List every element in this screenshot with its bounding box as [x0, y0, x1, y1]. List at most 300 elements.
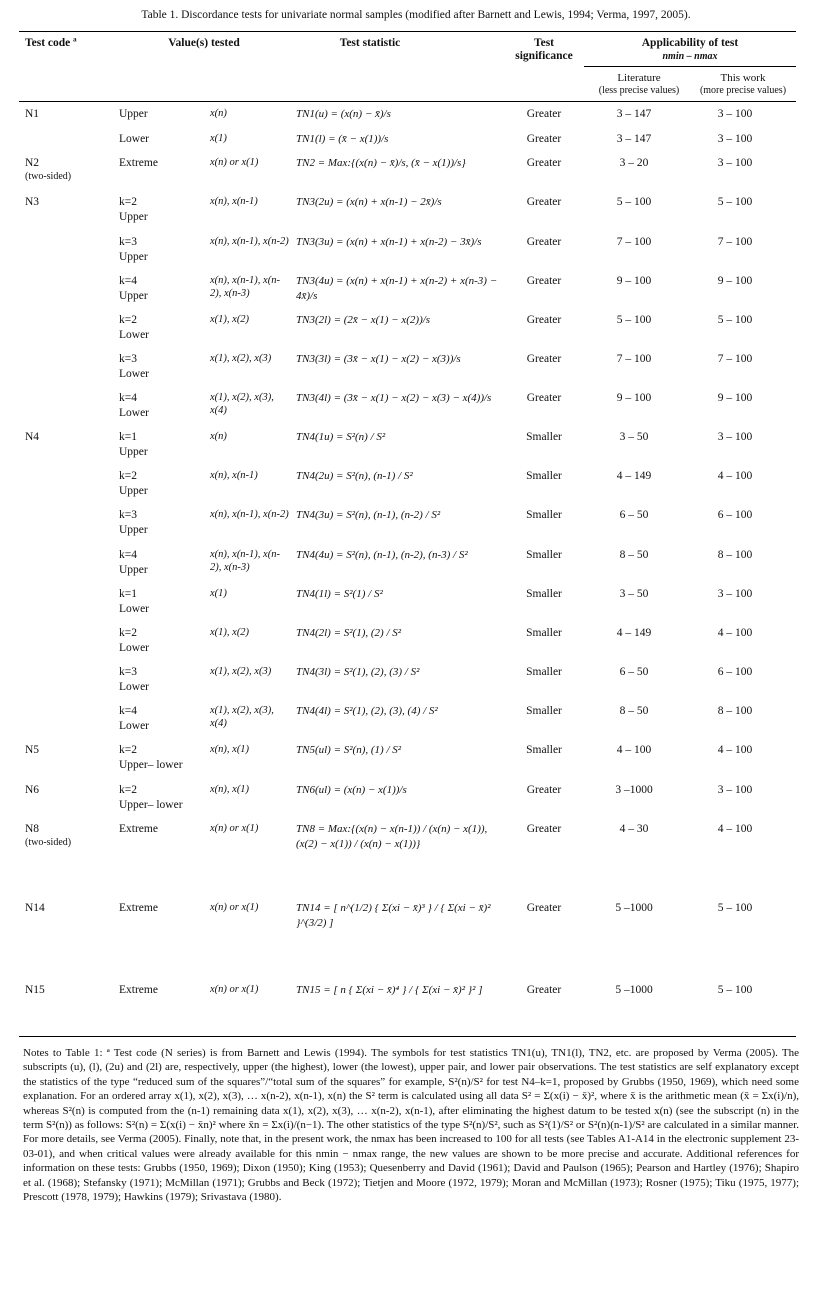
value-tested-side: Upper: [119, 290, 148, 302]
literature-range: [584, 508, 684, 523]
test-significance: [512, 132, 576, 147]
this-work-range: [690, 107, 780, 122]
table-notes: Notes to Table 1: ª Test code (N series) is from Barnett and Lewis (1994). The symbols for test statistics TN1(u), TN1(l), TN2, etc. are proposed by Verma (2005). The subscripts (u), (l), (2u) and (2l) are, respectively, upper (the highest), lower (the lowest), upper pair, and lower pair observations. The test statistics are self explanatory except the statistics of the type “reduced sum of the squares”/“total sum of the squares” for example, S²(n)/S² for test N4–k=1, proposed by Grubbs (1950, 1969), which need some explanation. For an ordered array x(1), x(2), x(3), … x(n-2), x(n-1), x(n) the S² term is calculated using all data S² = Σ(x(i) − x̄)², where x̄ is the arithmetic mean (x̄ = Σx(i)/n), whereas S²(n) is computed from the (n-1) remaining data x(1), x(2), x(3), … x(n-2), x(n-1), after eliminating the highest datum to be tested x(n) (see the subscript (n) in the term S²(n)) as follows: S²(n) = Σ(x(i) − x̄n)² where x̄n = Σx(i)/(n−1). The other statistics of the type S²(n)/S², such as S²(1)/S² or S²(n)(n-1)/S² are calculated in a similar manner. For more details, see Verma (2005). Finally, note that, in the present work, the nmax has been increased to 100 for all tests (see Tables A1-A14 in the electronic supplement 23-03-01), and when critical values were already available for this nmin − nmax range, the new values are shown to be more precise and accurate. Additional references for information on these tests: Grubbs (1950, 1969); Dixon (1950); King (1953); Quesenberry and David (1961); David and Paulson (1965); Pearson and Hartley (1976); Shapiro et al. (1968); Stefansky (1971); McMillan (1971); Grubbs and Beck (1972); Tietjen and Moore (1972, 1979); Moran and McMillan (1973); Rosner (1975); Tiku (1975, 1977); Prescott (1978, 1979); Hawkins (1979); Srivastava (1980).: [23, 1047, 799, 1204]
value-tested-text: Lower: [119, 133, 150, 145]
test-statistic-text: TN2 = Max:{(x(n) − x̄)/s, (x̄ − x(1))/s}: [296, 157, 466, 169]
test-statistic-text: TN3(3u) = (x(n) + x(n-1) + x(n-2) − 3x̄)/s: [296, 236, 482, 248]
test-significance: [512, 665, 576, 680]
test-statistic-text: TN3(2l) = (2x̄ − x(1) − x(2))/s: [296, 314, 431, 326]
literature-range-text: 3 – 147: [616, 133, 652, 145]
test-code-note: (two-sided): [25, 837, 72, 848]
test-significance-text: Smaller: [526, 509, 562, 521]
test-statistic-text: TN14 = [ n^(1/2) { Σ(xi − x̄)³ } / { Σ(xi − x̄)² }^(3/2) ]: [296, 902, 491, 929]
value-symbols: [210, 901, 290, 914]
value-tested-side: Lower: [119, 407, 150, 419]
test-statistic: [296, 156, 511, 171]
test-significance-text: Smaller: [526, 549, 562, 561]
value-symbols: [210, 430, 290, 443]
header-this-work: This work: [720, 72, 766, 84]
test-significance: [512, 626, 576, 641]
literature-range-text: 4 – 100: [616, 744, 652, 756]
this-work-range: [690, 195, 780, 210]
value-tested: [119, 983, 158, 998]
test-statistic: [296, 626, 511, 641]
this-work-range-text: 3 – 100: [717, 157, 753, 169]
test-code-text: N2: [25, 157, 40, 169]
value-symbols: [210, 469, 290, 482]
literature-range-text: 6 – 50: [619, 666, 649, 678]
value-tested-text: k=1: [119, 431, 137, 443]
value-tested: [119, 743, 183, 773]
value-symbols-text: x(n) or x(1): [210, 902, 259, 913]
value-symbols-text: x(1): [210, 133, 227, 144]
value-tested: [119, 156, 158, 171]
literature-range: [584, 548, 684, 563]
test-significance: [512, 352, 576, 367]
test-code: [25, 743, 39, 758]
value-symbols-text: x(1), x(2), x(3): [210, 353, 272, 364]
value-tested: [119, 274, 148, 304]
test-significance-text: Smaller: [526, 744, 562, 756]
literature-range-text: 7 – 100: [616, 236, 652, 248]
this-work-range: [690, 156, 780, 171]
value-symbols-text: x(n) or x(1): [210, 823, 259, 834]
value-tested-text: k=4: [119, 705, 137, 717]
test-statistic-text: TN4(1l) = S²(1) / S²: [296, 588, 383, 600]
this-work-range-text: 7 – 100: [717, 236, 753, 248]
value-symbols: [210, 783, 290, 796]
value-tested: [119, 626, 149, 656]
this-work-range: [690, 743, 780, 758]
test-statistic-text: TN5(ul) = S²(n), (1) / S²: [296, 744, 402, 756]
literature-range: [584, 195, 684, 210]
value-tested-text: k=3: [119, 509, 137, 521]
value-tested-text: Extreme: [119, 823, 158, 835]
value-symbols-text: x(1), x(2): [210, 314, 250, 325]
value-symbols-text: x(1), x(2), x(3), x(4): [210, 392, 274, 416]
value-symbols: [210, 587, 290, 600]
this-work-range-text: 5 – 100: [717, 314, 753, 326]
literature-range: [584, 235, 684, 250]
test-significance-text: Smaller: [526, 588, 562, 600]
literature-range: [584, 783, 684, 798]
value-tested-text: k=4: [119, 275, 137, 287]
test-significance: [512, 313, 576, 328]
test-significance-text: Smaller: [526, 431, 562, 443]
this-work-range-text: 3 – 100: [717, 784, 753, 796]
value-symbols-text: x(n), x(1): [210, 784, 250, 795]
table-top-rule: [19, 31, 796, 32]
literature-range-text: 5 –1000: [615, 902, 653, 914]
literature-range: [584, 901, 684, 916]
literature-range-text: 9 – 100: [616, 275, 652, 287]
this-work-range-text: 4 – 100: [717, 744, 753, 756]
value-symbols-text: x(n): [210, 431, 227, 442]
value-tested-text: k=2: [119, 314, 137, 326]
test-significance: [512, 508, 576, 523]
test-code-text: N3: [25, 196, 40, 208]
value-tested: [119, 665, 149, 695]
test-significance-text: Smaller: [526, 627, 562, 639]
this-work-range-text: 3 – 100: [717, 431, 753, 443]
value-tested: [119, 508, 148, 538]
this-work-range-text: 4 – 100: [717, 823, 753, 835]
test-statistic-text: TN4(3u) = S²(n), (n-1), (n-2) / S²: [296, 509, 441, 521]
value-symbols: [210, 548, 290, 574]
this-work-range: [690, 352, 780, 367]
test-statistic: [296, 587, 511, 602]
literature-range: [584, 822, 684, 837]
this-work-range: [690, 783, 780, 798]
value-tested: [119, 587, 149, 617]
table-bottom-rule: [19, 1036, 796, 1037]
this-work-range-text: 3 – 100: [717, 133, 753, 145]
literature-range: [584, 156, 684, 171]
value-symbols: [210, 156, 290, 169]
test-code: [25, 107, 39, 122]
header-test-code: Test code ª: [25, 37, 77, 49]
test-significance: [512, 469, 576, 484]
test-statistic-text: TN1(u) = (x(n) − x̄)/s: [296, 108, 391, 120]
test-significance-text: Greater: [526, 902, 562, 914]
literature-range: [584, 469, 684, 484]
test-statistic: [296, 665, 511, 680]
literature-range-text: 3 – 147: [616, 108, 652, 120]
value-symbols: [210, 665, 290, 678]
test-significance-text: Greater: [526, 133, 562, 145]
value-symbols-text: x(n), x(n-1), x(n-2), x(n-3): [210, 549, 280, 573]
value-symbols-text: x(n), x(n-1), x(n-2): [210, 509, 289, 520]
test-significance: [512, 587, 576, 602]
value-symbols: [210, 132, 290, 145]
literature-range: [584, 107, 684, 122]
header-literature: Literature: [617, 72, 661, 84]
this-work-range: [690, 235, 780, 250]
test-code: [25, 822, 71, 849]
test-code-text: N15: [25, 984, 45, 996]
literature-range: [584, 132, 684, 147]
test-statistic: [296, 469, 511, 484]
this-work-range: [690, 508, 780, 523]
literature-range-text: 4 – 149: [616, 627, 652, 639]
literature-range: [584, 274, 684, 289]
value-tested-side: Lower: [119, 368, 150, 380]
test-statistic: [296, 391, 511, 406]
value-tested-side: Upper: [119, 251, 148, 263]
value-tested-text: k=1: [119, 588, 137, 600]
test-code: [25, 430, 39, 445]
test-statistic-text: TN4(2l) = S²(1), (2) / S²: [296, 627, 402, 639]
test-statistic: [296, 783, 511, 798]
test-statistic: [296, 132, 511, 147]
test-significance: [512, 983, 576, 998]
literature-range: [584, 391, 684, 406]
value-tested-text: k=3: [119, 353, 137, 365]
test-code: [25, 195, 39, 210]
test-statistic: [296, 274, 511, 304]
test-code: [25, 983, 45, 998]
this-work-range-text: 6 – 100: [717, 666, 753, 678]
value-tested: [119, 548, 148, 578]
header-literature-note: (less precise values): [598, 85, 680, 96]
value-symbols: [210, 626, 290, 639]
value-symbols-text: x(n), x(n-1): [210, 470, 258, 481]
value-tested-side: Lower: [119, 642, 150, 654]
test-significance-text: Smaller: [526, 705, 562, 717]
this-work-range-text: 4 – 100: [717, 470, 753, 482]
value-tested-side: Upper: [119, 446, 148, 458]
header-bottom-rule: [19, 101, 796, 102]
this-work-range: [690, 822, 780, 837]
test-significance-text: Greater: [526, 108, 562, 120]
this-work-range-text: 6 – 100: [717, 509, 753, 521]
applicability-subrule: [584, 66, 796, 67]
test-significance: [512, 783, 576, 798]
this-work-range: [690, 132, 780, 147]
value-tested-side: Lower: [119, 329, 150, 341]
literature-range: [584, 983, 684, 998]
literature-range: [584, 743, 684, 758]
test-statistic: [296, 508, 511, 523]
this-work-range-text: 5 – 100: [717, 196, 753, 208]
value-symbols-text: x(n), x(n-1): [210, 196, 258, 207]
test-code: [25, 901, 45, 916]
value-tested-text: k=4: [119, 549, 137, 561]
this-work-range-text: 9 – 100: [717, 392, 753, 404]
literature-range: [584, 313, 684, 328]
test-statistic-text: TN4(4l) = S²(1), (2), (3), (4) / S²: [296, 705, 438, 717]
value-tested-text: k=2: [119, 196, 137, 208]
value-tested: [119, 313, 149, 343]
value-tested-text: k=2: [119, 784, 137, 796]
test-significance: [512, 822, 576, 837]
literature-range-text: 8 – 50: [619, 705, 649, 717]
this-work-range-text: 5 – 100: [717, 902, 753, 914]
test-significance-text: Greater: [526, 984, 562, 996]
test-statistic-text: TN3(2u) = (x(n) + x(n-1) − 2x̄)/s: [296, 196, 442, 208]
test-significance-text: Greater: [526, 314, 562, 326]
test-statistic: [296, 901, 511, 931]
this-work-range-text: 7 – 100: [717, 353, 753, 365]
this-work-range: [690, 391, 780, 406]
value-symbols: [210, 391, 290, 417]
test-significance: [512, 195, 576, 210]
this-work-range: [690, 430, 780, 445]
value-tested-text: Extreme: [119, 157, 158, 169]
test-statistic-text: TN3(4u) = (x(n) + x(n-1) + x(n-2) + x(n-3) − 4x̄)/s: [296, 275, 498, 302]
value-tested: [119, 195, 148, 225]
literature-range-text: 4 – 149: [616, 470, 652, 482]
literature-range-text: 3 – 20: [619, 157, 649, 169]
header-test-statistic: Test statistic: [339, 37, 401, 49]
this-work-range: [690, 665, 780, 680]
test-statistic: [296, 107, 511, 122]
this-work-range: [690, 313, 780, 328]
test-statistic: [296, 822, 511, 852]
literature-range-text: 4 – 30: [619, 823, 649, 835]
test-statistic: [296, 743, 511, 758]
value-tested: [119, 704, 149, 734]
header-range: nmin – nmax: [662, 51, 718, 62]
value-symbols: [210, 743, 290, 756]
this-work-range: [690, 983, 780, 998]
literature-range-text: 8 – 50: [619, 549, 649, 561]
literature-range-text: 3 –1000: [615, 784, 653, 796]
test-statistic-text: TN4(3l) = S²(1), (2), (3) / S²: [296, 666, 420, 678]
test-significance-text: Smaller: [526, 470, 562, 482]
literature-range: [584, 704, 684, 719]
literature-range-text: 5 –1000: [615, 984, 653, 996]
value-tested-side: Lower: [119, 681, 150, 693]
header-values-tested: Value(s) tested: [168, 37, 240, 49]
value-tested: [119, 783, 183, 813]
test-significance: [512, 107, 576, 122]
value-tested-text: Upper: [119, 108, 148, 120]
value-symbols: [210, 352, 290, 365]
this-work-range: [690, 587, 780, 602]
value-symbols-text: x(n), x(n-1), x(n-2), x(n-3): [210, 275, 280, 299]
value-symbols: [210, 107, 290, 120]
value-symbols-text: x(1), x(2), x(3): [210, 666, 272, 677]
value-symbols: [210, 822, 290, 835]
value-tested-text: Extreme: [119, 902, 158, 914]
value-symbols: [210, 195, 290, 208]
test-significance-text: Smaller: [526, 666, 562, 678]
test-code-note: (two-sided): [25, 171, 72, 182]
test-statistic-text: TN1(l) = (x̄ − x(1))/s: [296, 133, 389, 145]
literature-range: [584, 352, 684, 367]
value-symbols: [210, 313, 290, 326]
test-statistic: [296, 352, 511, 367]
test-significance-text: Greater: [526, 823, 562, 835]
value-tested: [119, 132, 149, 147]
this-work-range-text: 5 – 100: [717, 984, 753, 996]
test-statistic: [296, 430, 511, 445]
test-significance-text: Greater: [526, 157, 562, 169]
this-work-range-text: 4 – 100: [717, 627, 753, 639]
test-significance-text: Greater: [526, 275, 562, 287]
header-applicability: Applicability of test: [641, 37, 739, 49]
value-symbols: [210, 235, 290, 248]
value-tested-text: Extreme: [119, 984, 158, 996]
value-tested-text: k=3: [119, 666, 137, 678]
value-symbols-text: x(n) or x(1): [210, 157, 259, 168]
test-code-text: N5: [25, 744, 40, 756]
value-tested: [119, 352, 149, 382]
test-significance-text: Greater: [526, 392, 562, 404]
value-symbols-text: x(n): [210, 108, 227, 119]
value-tested-side: Lower: [119, 603, 150, 615]
this-work-range-text: 8 – 100: [717, 705, 753, 717]
this-work-range: [690, 626, 780, 641]
value-tested-text: k=3: [119, 236, 137, 248]
test-significance: [512, 235, 576, 250]
test-significance-text: Greater: [526, 784, 562, 796]
literature-range: [584, 587, 684, 602]
test-significance: [512, 156, 576, 171]
literature-range-text: 3 – 50: [619, 588, 649, 600]
value-symbols-text: x(n), x(1): [210, 744, 250, 755]
header-test-significance: Test significance: [515, 37, 573, 62]
this-work-range-text: 3 – 100: [717, 108, 753, 120]
literature-range-text: 3 – 50: [619, 431, 649, 443]
value-symbols-text: x(1), x(2), x(3), x(4): [210, 705, 274, 729]
literature-range-text: 5 – 100: [616, 196, 652, 208]
test-statistic-text: TN4(1u) = S²(n) / S²: [296, 431, 386, 443]
value-tested-side: Upper: [119, 485, 148, 497]
value-tested-side: Upper: [119, 211, 148, 223]
value-tested-side: Lower: [119, 720, 150, 732]
test-statistic-text: TN15 = [ n { Σ(xi − x̄)⁴ } / { Σ(xi − x̄)² }² ]: [296, 984, 483, 996]
test-code-text: N14: [25, 902, 45, 914]
value-tested: [119, 107, 148, 122]
literature-range: [584, 665, 684, 680]
this-work-range: [690, 548, 780, 563]
value-symbols-text: x(n), x(n-1), x(n-2): [210, 236, 289, 247]
value-tested-side: Upper: [119, 564, 148, 576]
value-tested-side: Upper– lower: [119, 759, 183, 771]
value-symbols: [210, 983, 290, 996]
test-code-text: N1: [25, 108, 40, 120]
test-significance: [512, 430, 576, 445]
test-statistic-text: TN3(3l) = (3x̄ − x(1) − x(2) − x(3))/s: [296, 353, 461, 365]
value-tested: [119, 469, 148, 499]
test-statistic: [296, 704, 511, 719]
literature-range-text: 6 – 50: [619, 509, 649, 521]
this-work-range: [690, 901, 780, 916]
test-code: [25, 783, 39, 798]
test-code: [25, 156, 71, 183]
value-symbols-text: x(1), x(2): [210, 627, 250, 638]
this-work-range-text: 9 – 100: [717, 275, 753, 287]
test-statistic: [296, 983, 511, 998]
literature-range: [584, 626, 684, 641]
test-statistic-text: TN4(4u) = S²(n), (n-1), (n-2), (n-3) / S²: [296, 549, 468, 561]
value-symbols: [210, 274, 290, 300]
test-statistic-text: TN4(2u) = S²(n), (n-1) / S²: [296, 470, 413, 482]
test-significance: [512, 274, 576, 289]
test-significance-text: Greater: [526, 236, 562, 248]
this-work-range-text: 3 – 100: [717, 588, 753, 600]
test-statistic-text: TN3(4l) = (3x̄ − x(1) − x(2) − x(3) − x(4))/s: [296, 392, 492, 404]
this-work-range: [690, 274, 780, 289]
test-statistic: [296, 548, 511, 563]
value-tested: [119, 822, 158, 837]
test-statistic-text: TN8 = Max:{(x(n) − x(n-1)) / (x(n) − x(1)), (x(2) − x(1)) / (x(n) − x(1))}: [296, 823, 488, 850]
test-significance: [512, 743, 576, 758]
test-significance: [512, 704, 576, 719]
test-significance-text: Greater: [526, 196, 562, 208]
table-caption: Table 1. Discordance tests for univariate normal samples (modified after Barnett and Lewis, 1994; Verma, 1997, 2005).: [141, 9, 691, 21]
literature-range-text: 5 – 100: [616, 314, 652, 326]
test-significance: [512, 548, 576, 563]
test-significance-text: Greater: [526, 353, 562, 365]
value-tested-text: k=2: [119, 744, 137, 756]
value-tested: [119, 391, 149, 421]
test-statistic-text: TN6(ul) = (x(n) − x(1))/s: [296, 784, 407, 796]
literature-range: [584, 430, 684, 445]
test-code-text: N4: [25, 431, 40, 443]
value-symbols-text: x(n) or x(1): [210, 984, 259, 995]
value-tested: [119, 901, 158, 916]
literature-range-text: 7 – 100: [616, 353, 652, 365]
value-tested-side: Upper: [119, 524, 148, 536]
value-symbols: [210, 704, 290, 730]
this-work-range-text: 8 – 100: [717, 549, 753, 561]
value-tested: [119, 430, 148, 460]
test-code-text: N6: [25, 784, 40, 796]
test-statistic: [296, 313, 511, 328]
